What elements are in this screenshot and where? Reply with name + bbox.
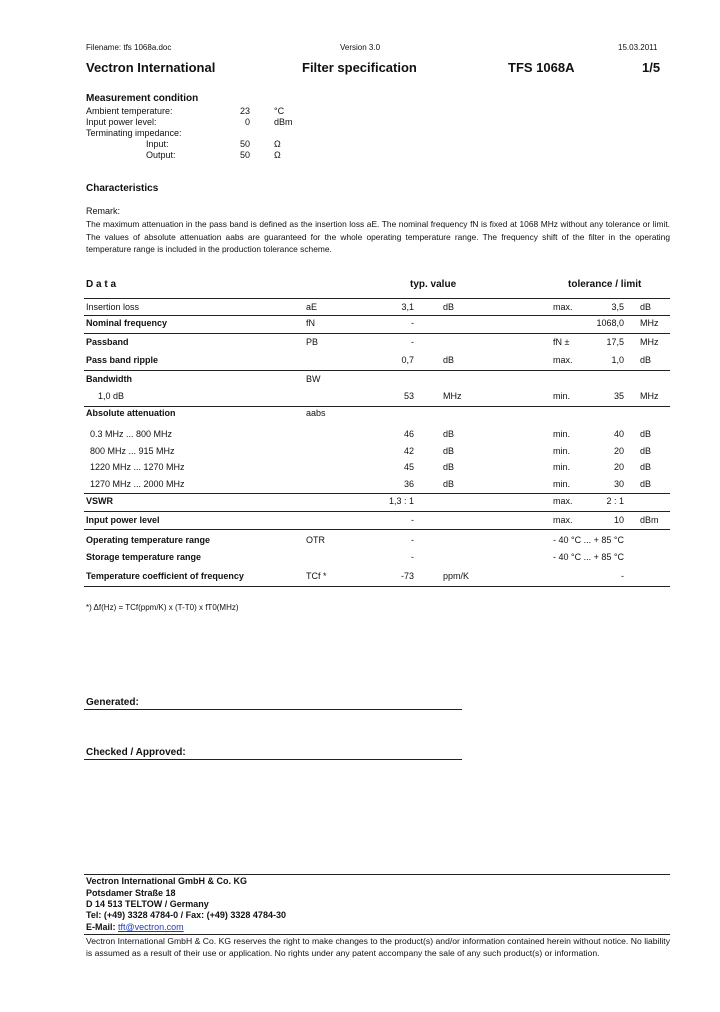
email-label: E-Mail: [86, 922, 119, 932]
table-row [0, 318, 720, 332]
row-tolerance-unit: dB [640, 355, 652, 365]
col-data: D a t a [86, 279, 117, 290]
row-symbol: fN [306, 318, 315, 328]
row-divider [84, 586, 670, 587]
measurement-label: Ambient temperature: [86, 106, 173, 116]
row-typ-value: 53 [403, 391, 414, 401]
table-row [0, 391, 720, 405]
table-row [0, 552, 720, 566]
row-symbol: OTR [306, 535, 325, 545]
measurement-unit: Ω [274, 150, 281, 160]
row-typ-unit: dB [443, 302, 455, 312]
row-tolerance-value: 35 [613, 391, 624, 401]
row-tolerance-value: - [621, 571, 624, 581]
row-tolerance-qualifier: max. [553, 515, 573, 525]
row-tolerance-value: 20 [613, 446, 624, 456]
row-typ-unit: dB [443, 446, 455, 456]
row-tolerance-value: 10 [613, 515, 624, 525]
row-typ-value: 42 [403, 446, 414, 456]
row-tolerance-value: 30 [613, 479, 624, 489]
table-row [0, 479, 720, 493]
row-symbol: aabs [306, 408, 326, 418]
row-divider [84, 529, 670, 530]
measurement-value: 23 [239, 106, 250, 116]
row-tolerance-value: 3,5 [611, 302, 624, 312]
remark-label: Remark: [86, 206, 121, 216]
row-typ-value: - [411, 337, 414, 347]
company-name: Vectron International [86, 60, 216, 75]
row-tolerance-unit: MHz [640, 391, 659, 401]
row-label: 1,0 dB [98, 391, 125, 401]
row-tolerance-qualifier: min. [553, 391, 571, 401]
table-row [0, 446, 720, 460]
table-row [0, 337, 720, 351]
row-divider [84, 493, 670, 494]
row-tolerance-qualifier: max. [553, 355, 573, 365]
measurement-label: Output: [146, 150, 176, 160]
footer-city: D 14 513 TELTOW / Germany [86, 899, 209, 909]
row-tolerance-qualifier: min. [553, 462, 571, 472]
table-row [0, 302, 720, 316]
row-label: Bandwidth [86, 374, 132, 384]
footer-company: Vectron International GmbH & Co. KG [86, 876, 248, 886]
row-typ-value: 3,1 [401, 302, 414, 312]
footer-divider-2 [84, 934, 670, 935]
email-link[interactable]: tft@vectron.com [118, 922, 184, 932]
measurement-label: Terminating impedance: [86, 128, 182, 138]
row-label: Temperature coefficient of frequency [86, 571, 244, 581]
footer-divider [84, 874, 670, 875]
row-tolerance-value: 17,5 [606, 337, 624, 347]
table-row [0, 496, 720, 510]
row-divider [84, 511, 670, 512]
table-row [0, 374, 720, 388]
row-label: Storage temperature range [86, 552, 202, 562]
row-tolerance-qualifier: fN ± [553, 337, 570, 347]
row-divider [84, 370, 670, 371]
row-tolerance-value: 20 [613, 462, 624, 472]
row-tolerance-qualifier: - 40 °C ... + 85 °C [553, 535, 624, 545]
row-label: VSWR [86, 496, 113, 506]
row-typ-value: 36 [403, 479, 414, 489]
checked-label: Checked / Approved: [86, 747, 186, 758]
row-tolerance-qualifier: - 40 °C ... + 85 °C [553, 552, 624, 562]
row-label: 800 MHz ... 915 MHz [90, 446, 175, 456]
row-tolerance-qualifier: min. [553, 479, 571, 489]
measurement-value: 50 [239, 139, 250, 149]
row-typ-unit: dB [443, 479, 455, 489]
row-tolerance-qualifier: min. [553, 446, 571, 456]
col-tolerance: tolerance / limit [568, 279, 642, 290]
measurement-label: Input power level: [86, 117, 157, 127]
footer-street: Potsdamer Straße 18 [86, 888, 176, 898]
row-tolerance-unit: MHz [640, 337, 659, 347]
row-tolerance-value: 40 [613, 429, 624, 439]
version: Version 3.0 [340, 43, 381, 52]
row-typ-value: - [411, 318, 414, 328]
row-typ-value: -73 [400, 571, 414, 581]
generated-label: Generated: [86, 697, 139, 708]
date: 15.03.2011 [618, 43, 658, 52]
col-typ-value: typ. value [410, 279, 457, 290]
row-label: Passband [86, 337, 129, 347]
row-typ-value: 1,3 : 1 [388, 496, 414, 506]
part-number: TFS 1068A [508, 60, 575, 75]
table-row [0, 408, 720, 422]
measurement-label: Input: [146, 139, 169, 149]
doc-title: Filter specification [302, 60, 417, 75]
page-number: 1/5 [642, 60, 661, 75]
row-divider [84, 406, 670, 407]
row-tolerance-value: 2 : 1 [606, 496, 624, 506]
row-tolerance-unit: dB [640, 302, 652, 312]
row-label: Pass band ripple [86, 355, 159, 365]
table-row [0, 515, 720, 529]
row-tolerance-unit: dB [640, 462, 652, 472]
row-typ-value: - [411, 515, 414, 525]
footnote: *) Δf(Hz) = TCf(ppm/K) x (T-T0) x fT0(MHz) [86, 603, 239, 612]
filename: Filename: tfs 1068a.doc [86, 43, 172, 52]
table-row [0, 462, 720, 476]
row-typ-value: 46 [403, 429, 414, 439]
row-typ-unit: dB [443, 429, 455, 439]
table-row [0, 355, 720, 369]
checked-signature-line [84, 759, 462, 760]
measurement-unit: Ω [274, 139, 281, 149]
measurement-unit: °C [274, 106, 285, 116]
measurement-value: 0 [244, 117, 250, 127]
row-typ-unit: MHz [443, 391, 462, 401]
disclaimer: Vectron International GmbH & Co. KG reserves the right to make changes to the product(s) and/or information contained herein without notice. No liability is assumed as a result of their use or application. No rights under any patent accompany the sale of any such product(s) or information. [86, 936, 670, 958]
row-divider [84, 333, 670, 334]
measurement-unit: dBm [274, 117, 293, 127]
measurement-value: 50 [239, 150, 250, 160]
row-typ-unit: dB [443, 355, 455, 365]
row-tolerance-unit: dB [640, 446, 652, 456]
row-tolerance-unit: dB [640, 479, 652, 489]
row-label: Input power level [86, 515, 160, 525]
row-tolerance-value: 1068,0 [596, 318, 624, 328]
row-symbol: BW [306, 374, 321, 384]
row-tolerance-unit: MHz [640, 318, 659, 328]
row-label: 1270 MHz ... 2000 MHz [90, 479, 185, 489]
row-tolerance-qualifier: max. [553, 496, 573, 506]
measurement-title: Measurement condition [86, 93, 199, 104]
row-label: 0.3 MHz ... 800 MHz [90, 429, 173, 439]
remark-text: The maximum attenuation in the pass band is defined as the insertion loss aE. The nominal frequency fN is fixed at 1068 MHz without any tolerance or limit. The values of absolute attenuation aabs are guaranteed for the whole operating temperature range. The frequency shift of the filter in the operating temperature range is included in the production tolerance scheme. [86, 219, 670, 254]
row-symbol: TCf * [306, 571, 327, 581]
row-typ-unit: ppm/K [443, 571, 470, 581]
row-symbol: PB [306, 337, 319, 347]
row-label: Nominal frequency [86, 318, 168, 328]
row-tolerance-unit: dBm [640, 515, 659, 525]
row-typ-value: - [411, 552, 414, 562]
footer-phone: Tel: (+49) 3328 4784-0 / Fax: (+49) 3328 4784-30 [86, 910, 286, 920]
row-label: Insertion loss [86, 302, 140, 312]
table-row [0, 429, 720, 443]
table-row [0, 535, 720, 549]
table-row [0, 571, 720, 585]
row-tolerance-qualifier: min. [553, 429, 571, 439]
row-divider [84, 298, 670, 299]
row-tolerance-qualifier: max. [553, 302, 573, 312]
row-symbol: aE [306, 302, 318, 312]
row-tolerance-value: 1,0 [611, 355, 624, 365]
row-label: Absolute attenuation [86, 408, 176, 418]
row-typ-value: - [411, 535, 414, 545]
row-tolerance-unit: dB [640, 429, 652, 439]
row-label: 1220 MHz ... 1270 MHz [90, 462, 185, 472]
row-label: Operating temperature range [86, 535, 211, 545]
row-typ-unit: dB [443, 462, 455, 472]
row-typ-value: 0,7 [401, 355, 414, 365]
row-typ-value: 45 [403, 462, 414, 472]
characteristics-title: Characteristics [86, 183, 159, 194]
generated-signature-line [84, 709, 462, 710]
